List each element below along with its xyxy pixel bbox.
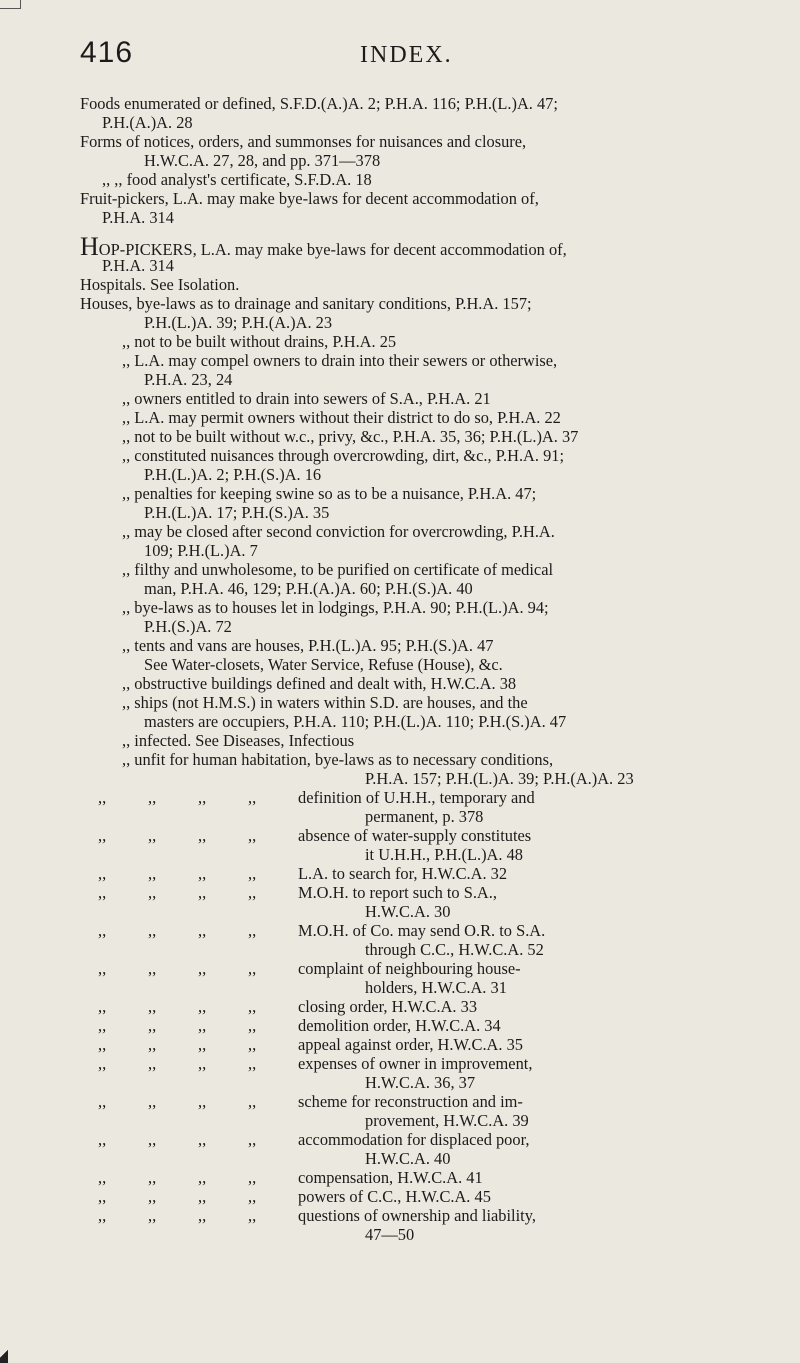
index-line-text: ,, infected. See Diseases, Infectious <box>122 731 355 750</box>
index-line-text: masters are occupiers, P.H.A. 110; P.H.(L.)A. 110; P.H.(S.)A. 47 <box>144 712 567 731</box>
ditto-mark: ,, <box>148 997 157 1016</box>
index-line-text: ,, penalties for keeping swine so as to be a nuisance, P.H.A. 47; <box>122 484 537 503</box>
subentry-text: appeal against order, H.W.C.A. 35 <box>298 1035 523 1054</box>
index-line <box>80 332 730 351</box>
subentry-line <box>80 1187 730 1206</box>
subentry-text: expenses of owner in improvement, <box>298 1054 533 1073</box>
section-gap <box>80 227 730 237</box>
ditto-mark: ,, <box>98 1054 107 1073</box>
ditto-mark: ,, <box>248 921 257 940</box>
subentry-continuation: H.W.C.A. 40 <box>365 1149 451 1168</box>
index-line-text: ,, tents and vans are houses, P.H.(L.)A. 95; P.H.(S.)A. 47 <box>122 636 494 655</box>
index-line-text: ,, owners entitled to drain into sewers of S.A., P.H.A. 21 <box>122 389 491 408</box>
ditto-mark: ,, <box>248 1187 257 1206</box>
ditto-mark: ,, <box>248 883 257 902</box>
ditto-mark: ,, <box>248 997 257 1016</box>
index-line-text: Hospitals. See Isolation. <box>80 275 240 294</box>
ditto-mark: ,, <box>198 1016 207 1035</box>
ditto-mark: ,, <box>198 1168 207 1187</box>
ditto-mark: ,, <box>198 921 207 940</box>
subentry-text: M.O.H. to report such to S.A., <box>298 883 497 902</box>
ditto-mark: ,, <box>98 1092 107 1111</box>
ditto-mark: ,, <box>98 1168 107 1187</box>
subentry-text: M.O.H. of Co. may send O.R. to S.A. <box>298 921 546 940</box>
ditto-mark: ,, <box>98 1206 107 1225</box>
ditto-mark: ,, <box>248 1092 257 1111</box>
index-line-text: man, P.H.A. 46, 129; P.H.(A.)A. 60; P.H.(S.)A. 40 <box>144 579 473 598</box>
index-line <box>80 275 730 294</box>
ditto-mark: ,, <box>198 1035 207 1054</box>
unfit-habitation-subentries <box>80 788 730 1244</box>
ditto-mark: ,, <box>148 921 157 940</box>
index-line <box>80 503 730 522</box>
ditto-mark: ,, <box>98 1016 107 1035</box>
index-line-text: P.H.(S.)A. 72 <box>144 617 232 636</box>
index-line-text: Forms of notices, orders, and summonses for nuisances and closure, <box>80 132 527 151</box>
ditto-mark: ,, <box>198 883 207 902</box>
subentry-line <box>80 864 730 883</box>
index-line <box>80 731 730 750</box>
index-line <box>80 389 730 408</box>
index-line <box>80 151 730 170</box>
subentry-text: demolition order, H.W.C.A. 34 <box>298 1016 501 1035</box>
page-corner-mark-bottom <box>0 1349 8 1363</box>
subentry-continuation: provement, H.W.C.A. 39 <box>365 1111 529 1130</box>
subentry-continuation: H.W.C.A. 30 <box>365 902 451 921</box>
index-line-text: P.H.A. 314 <box>102 256 174 275</box>
ditto-mark: ,, <box>248 826 257 845</box>
subentry-line <box>80 1130 730 1149</box>
index-line-text: H.W.C.A. 27, 28, and pp. 371—378 <box>144 151 381 170</box>
index-line <box>80 674 730 693</box>
index-line-text: P.H.(L.)A. 2; P.H.(S.)A. 16 <box>144 465 322 484</box>
index-line <box>80 465 730 484</box>
index-line-text: P.H.(L.)A. 39; P.H.(A.)A. 23 <box>144 313 333 332</box>
subentry-continuation: permanent, p. 378 <box>365 807 484 826</box>
index-line <box>80 560 730 579</box>
ditto-mark: ,, <box>98 1130 107 1149</box>
ditto-mark: ,, <box>248 959 257 978</box>
index-line <box>80 598 730 617</box>
index-line-text: ,, not to be built without drains, P.H.A. 25 <box>122 332 397 351</box>
subentry-line <box>80 1168 730 1187</box>
index-line-text: ,, obstructive buildings defined and dealt with, H.W.C.A. 38 <box>122 674 517 693</box>
index-line <box>80 132 730 151</box>
subentry-text: L.A. to search for, H.W.C.A. 32 <box>298 864 508 883</box>
ditto-mark: ,, <box>98 864 107 883</box>
subentry-line <box>80 1016 730 1035</box>
index-line <box>80 294 730 313</box>
ditto-mark: ,, <box>248 1054 257 1073</box>
index-line-text: OP-PICKERS, L.A. may make bye-laws for decent accommodation of, <box>98 240 567 259</box>
ditto-mark: ,, <box>148 1092 157 1111</box>
index-line <box>80 636 730 655</box>
subentry-line <box>80 826 730 845</box>
subentry-line <box>80 921 730 940</box>
subentry-line <box>80 1206 730 1225</box>
subentry-continuation: 47—50 <box>365 1225 415 1244</box>
index-line <box>80 484 730 503</box>
ditto-mark: ,, <box>148 826 157 845</box>
ditto-mark: ,, <box>148 1187 157 1206</box>
ditto-mark: ,, <box>148 883 157 902</box>
index-line-text: ,, may be closed after second conviction for overcrowding, P.H.A. <box>122 522 555 541</box>
subentry-line <box>80 788 730 807</box>
subentry-line <box>80 1035 730 1054</box>
index-line <box>80 208 730 227</box>
index-line <box>80 541 730 560</box>
index-line-text: Houses, bye-laws as to drainage and sanitary conditions, P.H.A. 157; <box>80 294 532 313</box>
index-line <box>80 693 730 712</box>
index-line <box>80 617 730 636</box>
page-header <box>80 36 720 76</box>
subentry-text: closing order, H.W.C.A. 33 <box>298 997 478 1016</box>
ditto-mark: ,, <box>248 1168 257 1187</box>
index-line <box>80 427 730 446</box>
ditto-mark: ,, <box>98 883 107 902</box>
subentry-line <box>80 1054 730 1073</box>
subentry-line <box>80 1092 730 1111</box>
drop-cap-letter: H <box>80 232 99 261</box>
index-line-text: ,, ,, food analyst's certificate, S.F.D.A. 18 <box>102 170 372 189</box>
subentry-continuation: holders, H.W.C.A. 31 <box>365 978 507 997</box>
subentry-text: questions of ownership and liability, <box>298 1206 536 1225</box>
subentry-line <box>80 959 730 978</box>
index-line-text: ,, L.A. may permit owners without their district to do so, P.H.A. 22 <box>122 408 561 427</box>
index-line <box>80 655 730 674</box>
ditto-mark: ,, <box>148 1206 157 1225</box>
index-line-text: ,, bye-laws as to houses let in lodgings, P.H.A. 90; P.H.(L.)A. 94; <box>122 598 549 617</box>
ditto-mark: ,, <box>148 1054 157 1073</box>
subentry-line <box>80 883 730 902</box>
index-line-text: ,, not to be built without w.c., privy, &c., P.H.A. 35, 36; P.H.(L.)A. 37 <box>122 427 579 446</box>
subentry-text: compensation, H.W.C.A. 41 <box>298 1168 483 1187</box>
index-line <box>80 769 730 788</box>
index-line <box>80 712 730 731</box>
index-line-text: See Water-closets, Water Service, Refuse (House), &c. <box>144 655 503 674</box>
ditto-mark: ,, <box>148 959 157 978</box>
subentry-text: absence of water-supply constitutes <box>298 826 532 845</box>
index-line-text: ,, unfit for human habitation, bye-laws as to necessary conditions, <box>122 750 554 769</box>
ditto-mark: ,, <box>98 1187 107 1206</box>
ditto-mark: ,, <box>198 864 207 883</box>
ditto-mark: ,, <box>198 1206 207 1225</box>
index-line-text: Foods enumerated or defined, S.F.D.(A.)A. 2; P.H.A. 116; P.H.(L.)A. 47; <box>80 94 558 113</box>
running-head: INDEX. <box>360 42 453 68</box>
index-entries <box>80 94 730 788</box>
ditto-mark: ,, <box>98 959 107 978</box>
ditto-mark: ,, <box>198 959 207 978</box>
index-line <box>80 232 730 261</box>
ditto-mark: ,, <box>148 864 157 883</box>
index-line-text: P.H.(L.)A. 17; P.H.(S.)A. 35 <box>144 503 330 522</box>
ditto-mark: ,, <box>198 1187 207 1206</box>
index-line-text: ,, L.A. may compel owners to drain into their sewers or otherwise, <box>122 351 558 370</box>
index-line <box>80 189 730 208</box>
index-line-text: Fruit-pickers, L.A. may make bye-laws for decent accommodation of, <box>80 189 539 208</box>
ditto-mark: ,, <box>98 826 107 845</box>
subentry-text: accommodation for displaced poor, <box>298 1130 530 1149</box>
subentry-text: definition of U.H.H., temporary and <box>298 788 535 807</box>
index-line <box>80 94 730 113</box>
index-line-text: ,, constituted nuisances through overcrowding, dirt, &c., P.H.A. 91; <box>122 446 565 465</box>
ditto-mark: ,, <box>98 1035 107 1054</box>
ditto-mark: ,, <box>148 1035 157 1054</box>
index-line <box>80 351 730 370</box>
ditto-mark: ,, <box>148 1130 157 1149</box>
ditto-mark: ,, <box>198 1130 207 1149</box>
index-line <box>80 313 730 332</box>
ditto-mark: ,, <box>198 1054 207 1073</box>
index-line-text: ,, ships (not H.M.S.) in waters within S.D. are houses, and the <box>122 693 528 712</box>
index-line <box>80 579 730 598</box>
ditto-mark: ,, <box>248 1206 257 1225</box>
index-line-text: 109; P.H.(L.)A. 7 <box>144 541 258 560</box>
ditto-mark: ,, <box>148 1168 157 1187</box>
ditto-mark: ,, <box>248 1016 257 1035</box>
index-line <box>80 522 730 541</box>
ditto-mark: ,, <box>148 788 157 807</box>
index-line-text: P.H.A. 157; P.H.(L.)A. 39; P.H.(A.)A. 23 <box>365 769 634 788</box>
index-line-text: P.H.A. 23, 24 <box>144 370 233 389</box>
ditto-mark: ,, <box>248 788 257 807</box>
index-body <box>80 94 730 1244</box>
subentry-continuation: H.W.C.A. 36, 37 <box>365 1073 476 1092</box>
index-line-text: ,, filthy and unwholesome, to be purified on certificate of medical <box>122 560 554 579</box>
ditto-mark: ,, <box>198 826 207 845</box>
ditto-mark: ,, <box>98 921 107 940</box>
index-line <box>80 113 730 132</box>
ditto-mark: ,, <box>98 788 107 807</box>
ditto-mark: ,, <box>198 1092 207 1111</box>
index-line-text: P.H.A. 314 <box>102 208 174 227</box>
index-line-text: P.H.(A.)A. 28 <box>102 113 193 132</box>
index-line <box>80 370 730 389</box>
ditto-mark: ,, <box>248 1130 257 1149</box>
index-line <box>80 170 730 189</box>
subentry-text: scheme for reconstruction and im- <box>298 1092 523 1111</box>
index-line <box>80 446 730 465</box>
ditto-mark: ,, <box>248 864 257 883</box>
subentry-text: powers of C.C., H.W.C.A. 45 <box>298 1187 491 1206</box>
subentry-continuation: through C.C., H.W.C.A. 52 <box>365 940 544 959</box>
subentry-text: complaint of neighbouring house- <box>298 959 521 978</box>
ditto-mark: ,, <box>198 997 207 1016</box>
page-number: 416 <box>80 36 134 69</box>
page-corner-mark <box>0 0 21 9</box>
ditto-mark: ,, <box>148 1016 157 1035</box>
subentry-continuation: it U.H.H., P.H.(L.)A. 48 <box>365 845 523 864</box>
index-line <box>80 408 730 427</box>
index-line <box>80 750 730 769</box>
subentry-line <box>80 997 730 1016</box>
ditto-mark: ,, <box>98 997 107 1016</box>
ditto-mark: ,, <box>198 788 207 807</box>
ditto-mark: ,, <box>248 1035 257 1054</box>
